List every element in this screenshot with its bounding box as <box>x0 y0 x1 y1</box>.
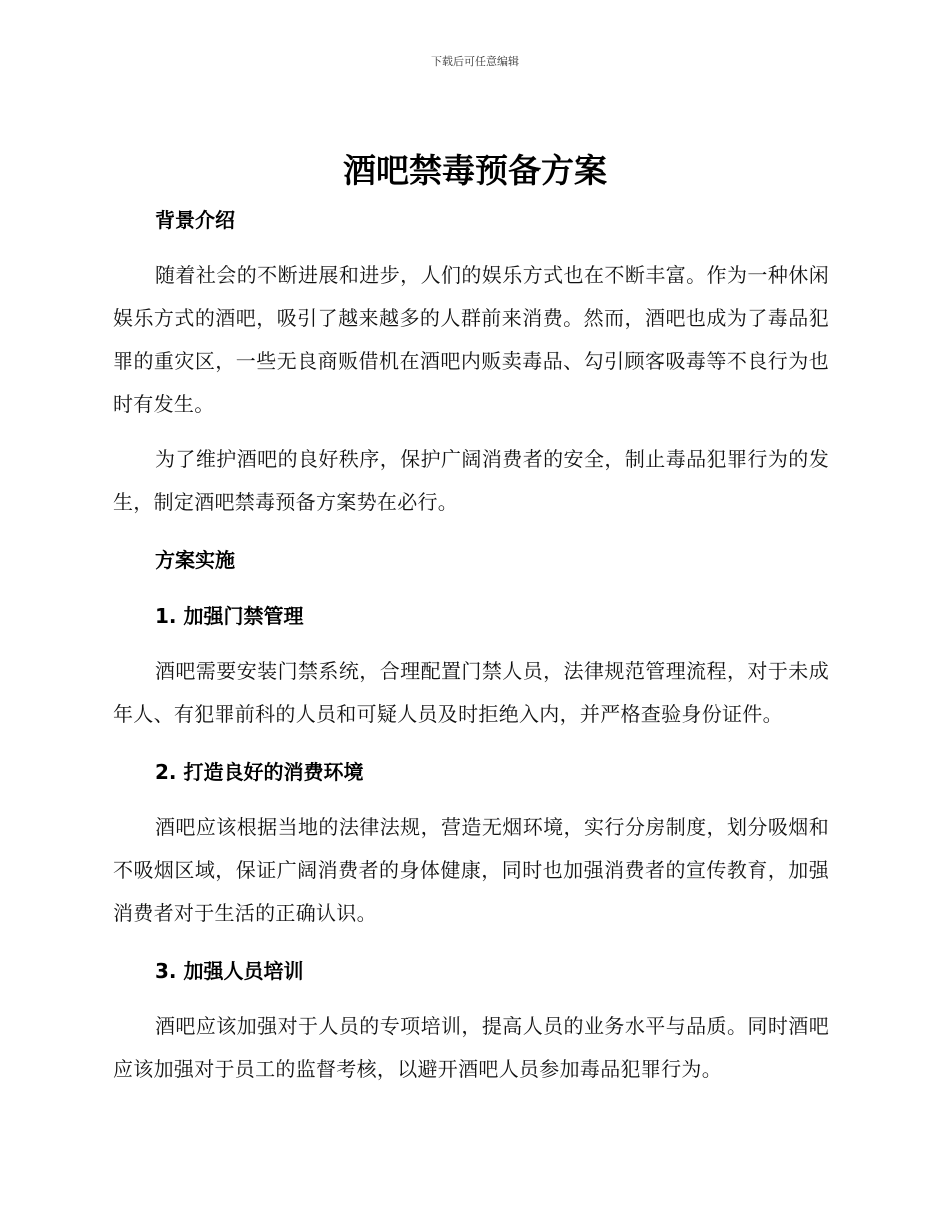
paragraph-consumer-environment: 酒吧应该根据当地的法律法规，营造无烟环境，实行分房制度，划分吸烟和不吸烟区域，保证广阔消费者的身体健康，同时也加强消费者的宣传教育，加强消费者对于生活的正确认识。 <box>113 815 829 925</box>
subheading-staff-training: 3. 加强人员培训 <box>155 959 304 983</box>
section-heading-plan: 方案实施 <box>155 548 235 572</box>
document-title: 酒吧禁毒预备方案 <box>343 151 607 190</box>
paragraph-background-1: 随着社会的不断进展和进步，人们的娱乐方式也在不断丰富。作为一种休闲娱乐方式的酒吧，吸引了越来越多的人群前来消费。然而，酒吧也成为了毒品犯罪的重灾区，一些无良商贩借机在酒吧内贩卖毒品、勾引顾客吸毒等不良行为也时有发生。 <box>113 263 829 416</box>
page-header-note: 下载后可任意编辑 <box>431 55 519 68</box>
section-heading-background: 背景介绍 <box>155 208 235 232</box>
document-body <box>113 198 829 1091</box>
subheading-consumer-environment: 2. 打造良好的消费环境 <box>155 760 364 784</box>
paragraph-access-control: 酒吧需要安装门禁系统，合理配置门禁人员，法律规范管理流程，对于未成年人、有犯罪前科的人员和可疑人员及时拒绝入内，并严格查验身份证件。 <box>113 659 829 726</box>
subheading-access-control: 1. 加强门禁管理 <box>155 604 304 628</box>
paragraph-background-2: 为了维护酒吧的良好秩序，保护广阔消费者的安全，制止毒品犯罪行为的发生，制定酒吧禁毒预备方案势在必行。 <box>113 447 829 514</box>
paragraph-staff-training: 酒吧应该加强对于人员的专项培训，提高人员的业务水平与品质。同时酒吧应该加强对于员工的监督考核，以避开酒吧人员参加毒品犯罪行为。 <box>113 1014 829 1081</box>
